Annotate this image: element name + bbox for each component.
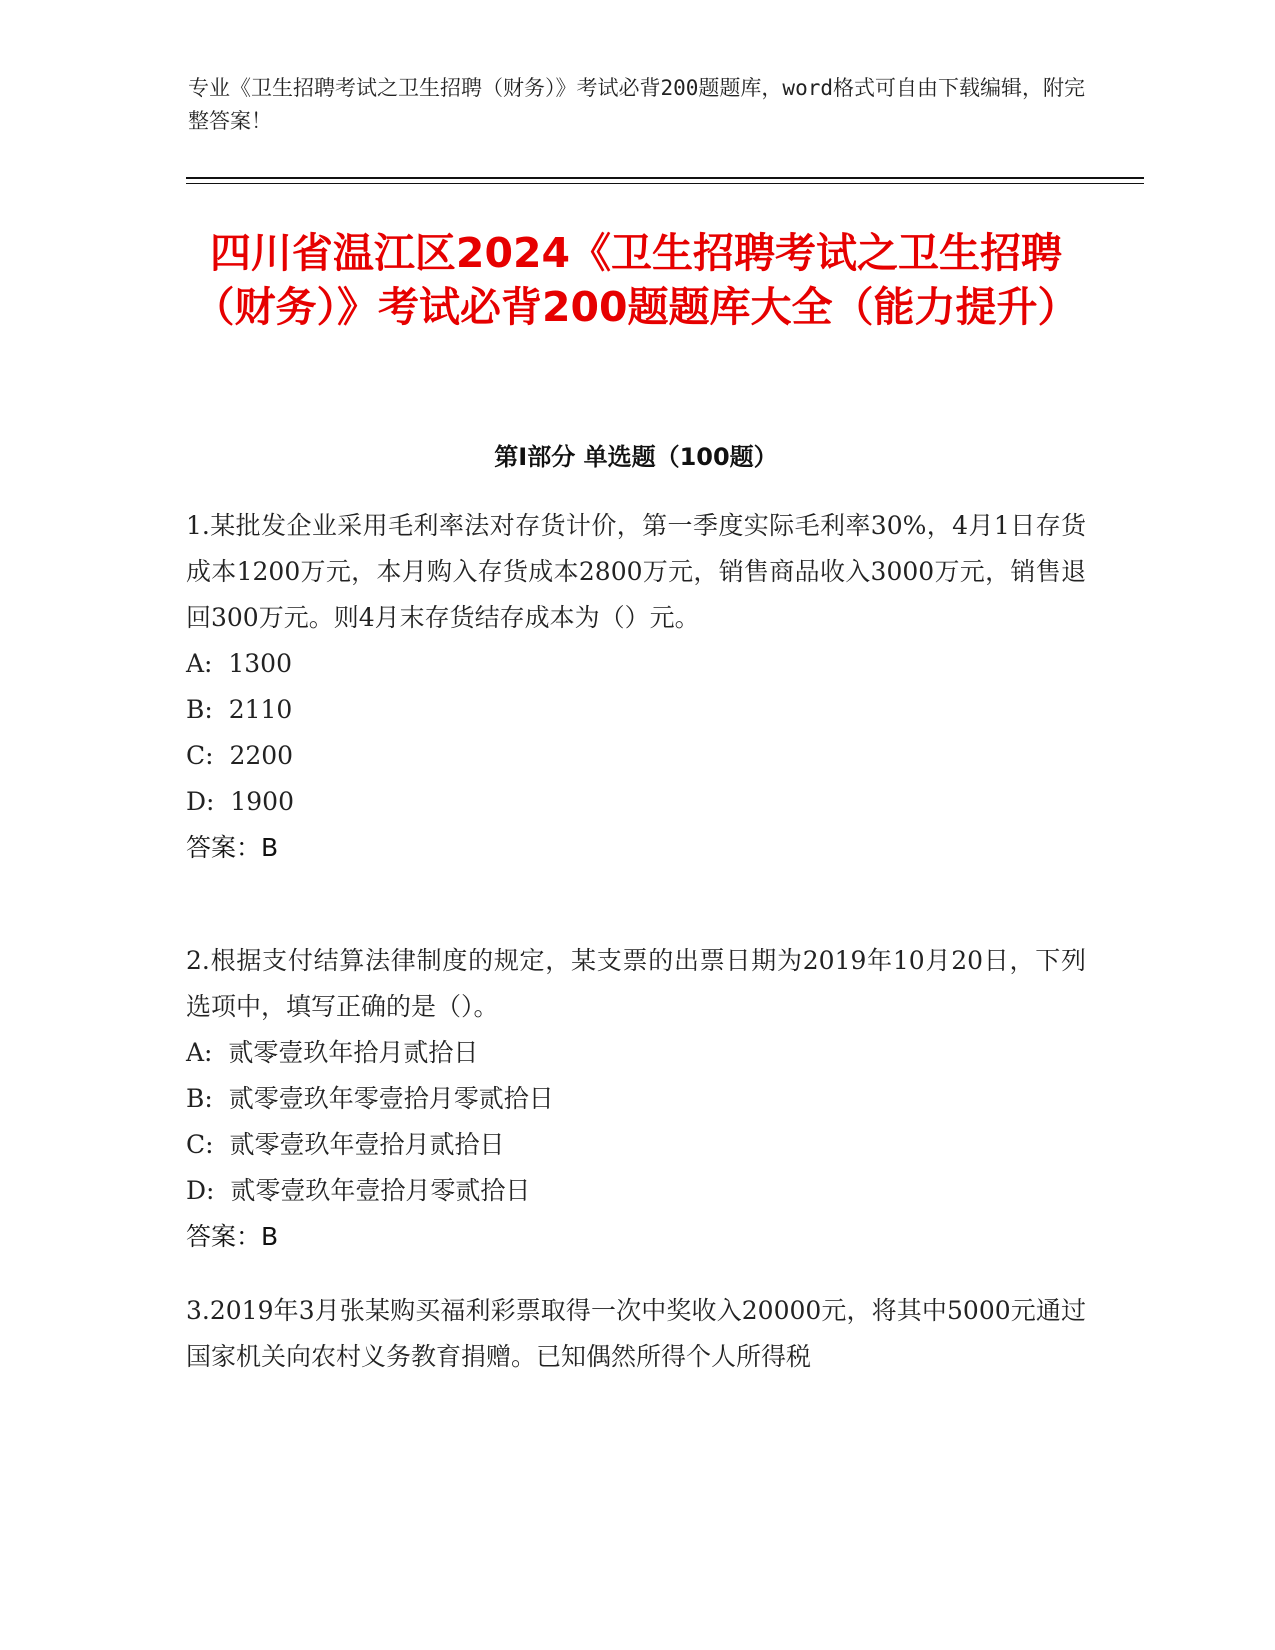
document-intro: 专业《卫生招聘考试之卫生招聘（财务）》考试必背200题题库，word格式可自由下载编辑，附完整答案！ (188, 76, 1085, 133)
question-stem: 2.根据支付结算法律制度的规定，某支票的出票日期为2019年10月20日，下列选项中，填写正确的是（）。 (186, 946, 1086, 1021)
question-2 (186, 938, 1086, 1260)
header-divider-thin (186, 183, 1144, 184)
section-heading: 第Ⅰ部分 单选题（100题） (494, 443, 778, 471)
option-d: D: 1900 (186, 787, 294, 816)
answer-line (186, 1214, 1086, 1260)
option-c: C: 2200 (186, 741, 294, 770)
option-a: A: 1300 (186, 649, 292, 678)
question-3 (186, 1288, 1086, 1380)
option-d: D: 贰零壹玖年壹拾月零贰拾日 (186, 1176, 531, 1205)
answer-label: 答案： (186, 1222, 262, 1251)
question-1 (186, 503, 1086, 871)
answer-label: 答案： (186, 833, 262, 862)
document-title: 四川省温江区2024《卫生招聘考试之卫生招聘（财务）》考试必背200题题库大全（能力提升） (193, 229, 1079, 331)
option-b: B: 2110 (186, 695, 293, 724)
question-stem: 1.某批发企业采用毛利率法对存货计价，第一季度实际毛利率30%，4月1日存货成本1200万元，本月购入存货成本2800万元，销售商品收入3000万元，销售退回300万元。则4月末存货结存成本为（）元。 (186, 511, 1086, 632)
answer-line (186, 825, 1086, 871)
option-a: A: 贰零壹玖年拾月贰拾日 (186, 1038, 479, 1067)
question-stem: 3.2019年3月张某购买福利彩票取得一次中奖收入20000元，将其中5000元通过国家机关向农村义务教育捐赠。已知偶然所得个人所得税 (186, 1296, 1086, 1371)
option-b: B: 贰零壹玖年零壹拾月零贰拾日 (186, 1084, 554, 1113)
header-divider-thick (186, 177, 1144, 179)
answer-value: B (261, 833, 279, 862)
option-c: C: 贰零壹玖年壹拾月贰拾日 (186, 1130, 505, 1159)
answer-value: B (261, 1222, 279, 1251)
